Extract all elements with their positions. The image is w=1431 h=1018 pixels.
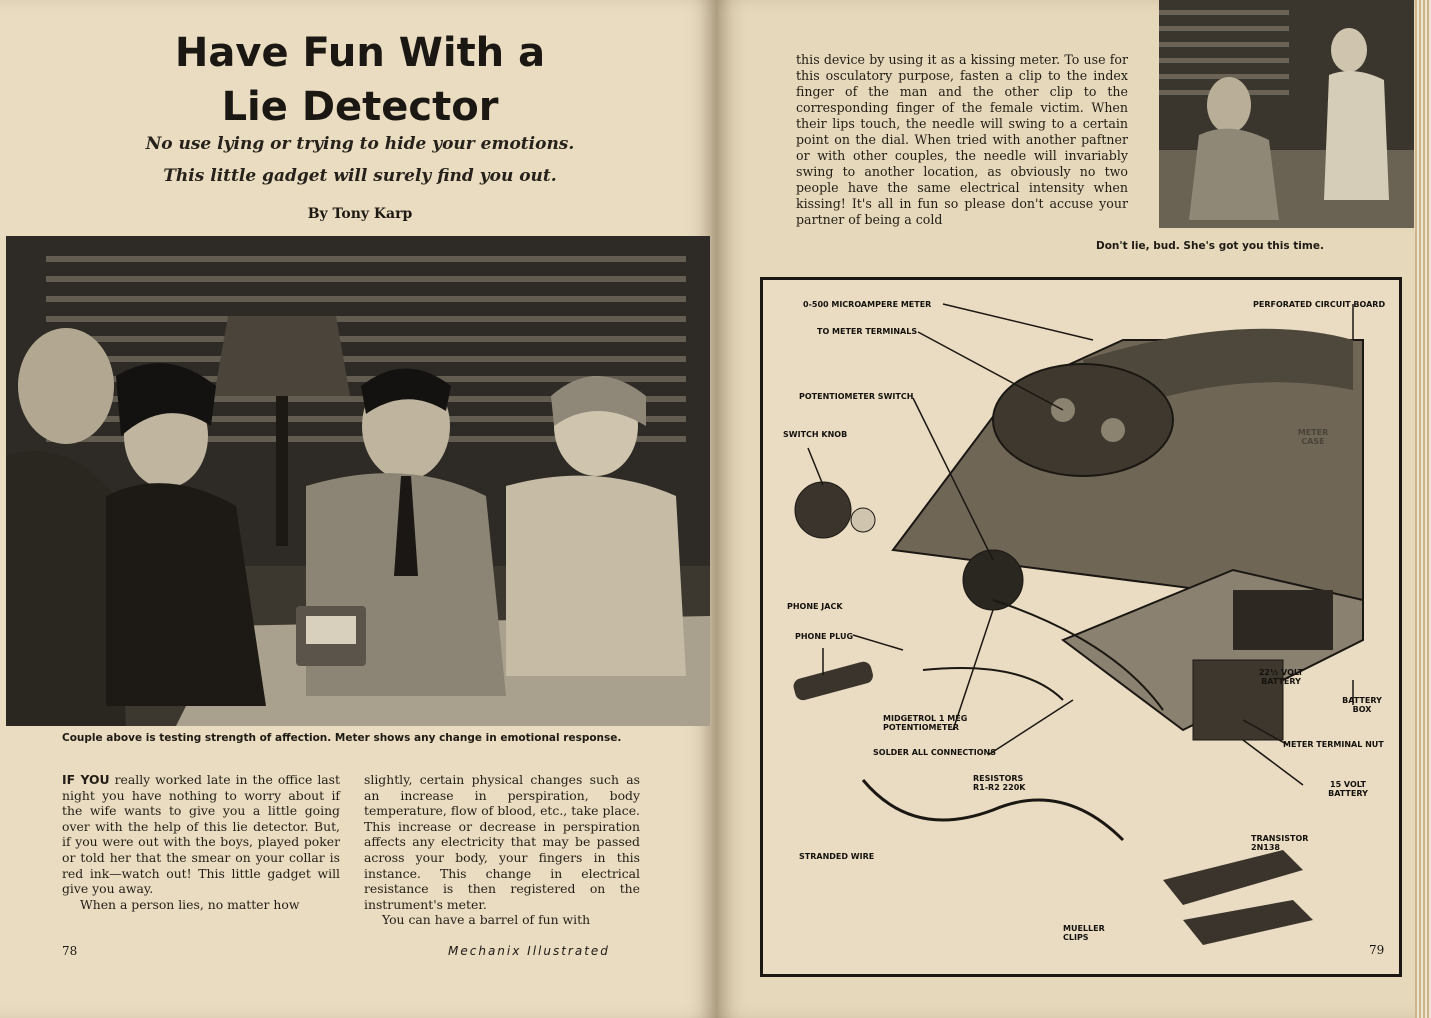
lead-in: F YOU (66, 772, 110, 787)
page-number-right: 79 (1369, 943, 1385, 957)
article-title-line1: Have Fun With a (174, 30, 546, 76)
label-stranded-wire: STRANDED WIRE (799, 852, 875, 861)
subtitle-line2: This little gadget will surely find you out. (163, 166, 557, 186)
main-photo (6, 236, 710, 726)
right-page (716, 0, 1431, 1018)
label-mueller-clips: MUELLER CLIPS (1063, 924, 1105, 942)
paragraph-4: You can have a barrel of fun with (382, 912, 591, 928)
label-meter: 0-500 MICROAMPERE METER (803, 300, 932, 309)
label-solder: SOLDER ALL CONNECTIONS (873, 748, 996, 757)
page-edge (1415, 0, 1431, 1018)
label-midgetrol: MIDGETROL 1 MEG POTENTIOMETER (883, 714, 968, 732)
label-battery-box: BATTERY BOX (1342, 696, 1382, 714)
article-column-2 (364, 772, 640, 928)
circuit-diagram (760, 277, 1402, 977)
paragraph-2: When a person lies, no matter how (80, 896, 300, 912)
article-column-1 (62, 772, 340, 912)
label-resistors: RESISTORS R1-R2 220K (973, 774, 1026, 792)
main-photo-caption: Couple above is testing strength of affection. Meter shows any change in emotional response. (62, 732, 622, 744)
label-meter-nut: METER TERMINAL NUT (1283, 740, 1384, 749)
label-battery-22: 22½ VOLT BATTERY (1258, 668, 1304, 686)
label-pot-switch: POTENTIOMETER SWITCH (799, 392, 914, 401)
label-meter-case: METER CASE (1297, 428, 1329, 446)
article-title-line2: Lie Detector (221, 84, 499, 130)
label-battery-15: 15 VOLT BATTERY (1328, 780, 1368, 798)
magazine-name: Mechanix Illustrated (448, 944, 610, 958)
continued-text: this device by using it as a kissing meter. To use for this osculatory purpose, fasten a clip to the index finger of the man and the other clip to the corresponding finger of the female victim. When their lips touch, the needle will swing to a certain point on the dial. When tried with another paftner or with other couples, the needle will invariably swing to another location, as obviously no two people have the same electrical intensity when kissing! It's all in fun so please don't accuse your partner of being a cold (796, 52, 1128, 227)
inset-photo (1159, 0, 1414, 228)
inset-photo-illustration (1159, 0, 1414, 228)
inset-photo-caption: Don't lie, bud. She's got you this time. (1096, 240, 1324, 252)
photo-illustration (6, 236, 710, 726)
paragraph-1-text: really worked late in the office last night you have nothing to worry about if the wife wants to give you a little going over with the help of this lie detector. But, if you were out with the boys, played poker or told her that the smear on your collar is red ink—watch out! This little gadget will give you away. (62, 772, 341, 897)
label-transistor: TRANSISTOR 2N138 (1251, 834, 1309, 852)
paragraph-3: slightly, certain physical changes such as an increase in perspiration, body temperature, flow of blood, etc., take place. This increase or decrease in perspiration affects any electricity that may be passed across your body, your fingers in this instance. This change in electrical resistance is then registered on the instrument's meter. (364, 772, 640, 912)
label-switch-knob: SWITCH KNOB (783, 430, 848, 439)
label-circuit-board: PERFORATED CIRCUIT BOARD (1253, 300, 1386, 309)
paragraph-1 (62, 772, 340, 897)
subtitle-line1: No use lying or trying to hide your emotions. (145, 134, 575, 154)
diagram-drawing (763, 280, 1399, 974)
drop-cap: I (62, 772, 67, 787)
page-number-left: 78 (62, 944, 78, 958)
label-meter-terminals: TO METER TERMINALS (817, 327, 918, 336)
label-phone-plug: PHONE PLUG (795, 632, 854, 641)
label-phone-jack: PHONE JACK (787, 602, 843, 611)
byline: By Tony Karp (307, 206, 413, 222)
